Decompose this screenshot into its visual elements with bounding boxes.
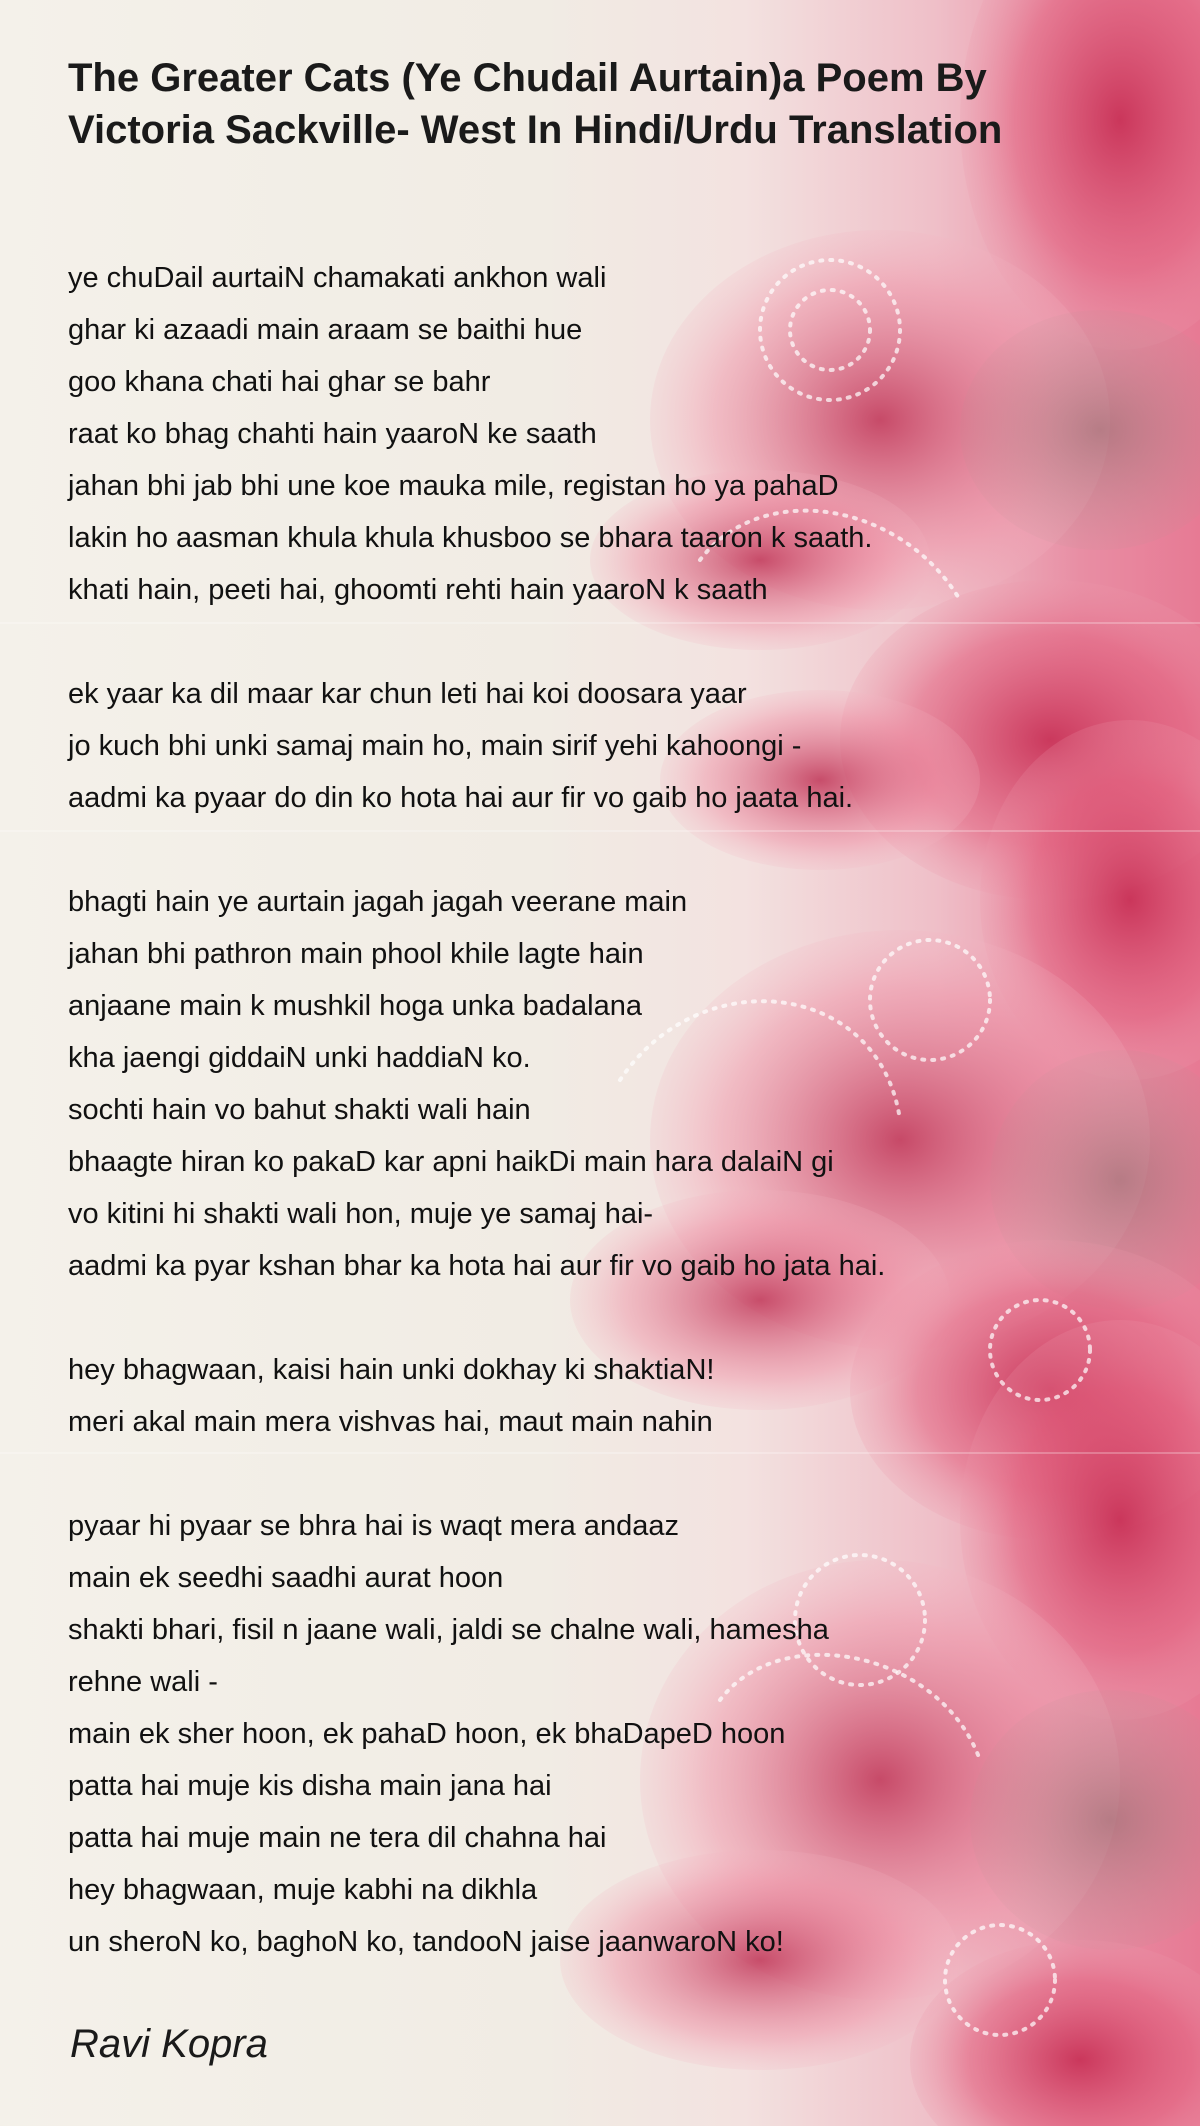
poem-body (68, 252, 1148, 1968)
poem-line: anjaane main k mushkil hoga unka badalana (68, 990, 642, 1022)
poem-line: vo kitini hi shakti wali hon, muje ye samaj hai- (68, 1198, 654, 1230)
poem-line: khati hain, peeti hai, ghoomti rehti hain yaaroN k saath (68, 574, 768, 606)
poem-line: un sheroN ko, baghoN ko, tandooN jaise jaanwaroN ko! (68, 1926, 784, 1958)
stanza-2 (68, 668, 1148, 824)
poem-line: main ek seedhi saadhi aurat hoon (68, 1562, 504, 1594)
poem-line: sochti hain vo bahut shakti wali hain (68, 1094, 531, 1126)
author-signature: Ravi Kopra (70, 2022, 268, 2066)
poem-line: ye chuDail aurtaiN chamakati ankhon wali (68, 262, 607, 294)
poem-line: jo kuch bhi unki samaj main ho, main sirif yehi kahoongi - (68, 730, 802, 762)
poem-line: jahan bhi jab bhi une koe mauka mile, registan ho ya pahaD (68, 470, 839, 502)
poem-line: bhagti hain ye aurtain jagah jagah veerane main (68, 886, 688, 918)
poem-line: aadmi ka pyaar do din ko hota hai aur fir vo gaib ho jaata hai. (68, 782, 854, 814)
poem-line: main ek sher hoon, ek pahaD hoon, ek bhaDapeD hoon (68, 1718, 786, 1750)
stanza-5 (68, 1500, 1148, 1968)
poem-line: hey bhagwaan, kaisi hain unki dokhay ki shaktiaN! (68, 1354, 715, 1386)
poem-line: raat ko bhag chahti hain yaaroN ke saath (68, 418, 597, 450)
stanza-4 (68, 1344, 1148, 1448)
poem-title: The Greater Cats (Ye Chudail Aurtain)a Poem By Victoria Sackville- West In Hindi/Urdu Translation (68, 56, 1003, 152)
poem-line: lakin ho aasman khula khula khusboo se bhara taaron k saath. (68, 522, 873, 554)
poem-line: shakti bhari, fisil n jaane wali, jaldi se chalne wali, hamesha (68, 1614, 829, 1646)
poem-line: pyaar hi pyaar se bhra hai is waqt mera andaaz (68, 1510, 679, 1542)
poem-line: kha jaengi giddaiN unki haddiaN ko. (68, 1042, 531, 1074)
poem-line: jahan bhi pathron main phool khile lagte hain (68, 938, 644, 970)
poem-line: rehne wali - (68, 1666, 218, 1698)
poem-line: patta hai muje kis disha main jana hai (68, 1770, 552, 1802)
poem-line: patta hai muje main ne tera dil chahna hai (68, 1822, 607, 1854)
poem-line: goo khana chati hai ghar se bahr (68, 366, 491, 398)
stanza-3 (68, 876, 1148, 1292)
poem-line: ghar ki azaadi main araam se baithi hue (68, 314, 583, 346)
poem-line: hey bhagwaan, muje kabhi na dikhla (68, 1874, 538, 1906)
poem-line: bhaagte hiran ko pakaD kar apni haikDi main hara dalaiN gi (68, 1146, 834, 1178)
poem-line: ek yaar ka dil maar kar chun leti hai koi doosara yaar (68, 678, 747, 710)
stanza-1 (68, 252, 1148, 616)
poem-line: meri akal main mera vishvas hai, maut main nahin (68, 1406, 713, 1438)
poem-line: aadmi ka pyar kshan bhar ka hota hai aur fir vo gaib ho jata hai. (68, 1250, 886, 1282)
